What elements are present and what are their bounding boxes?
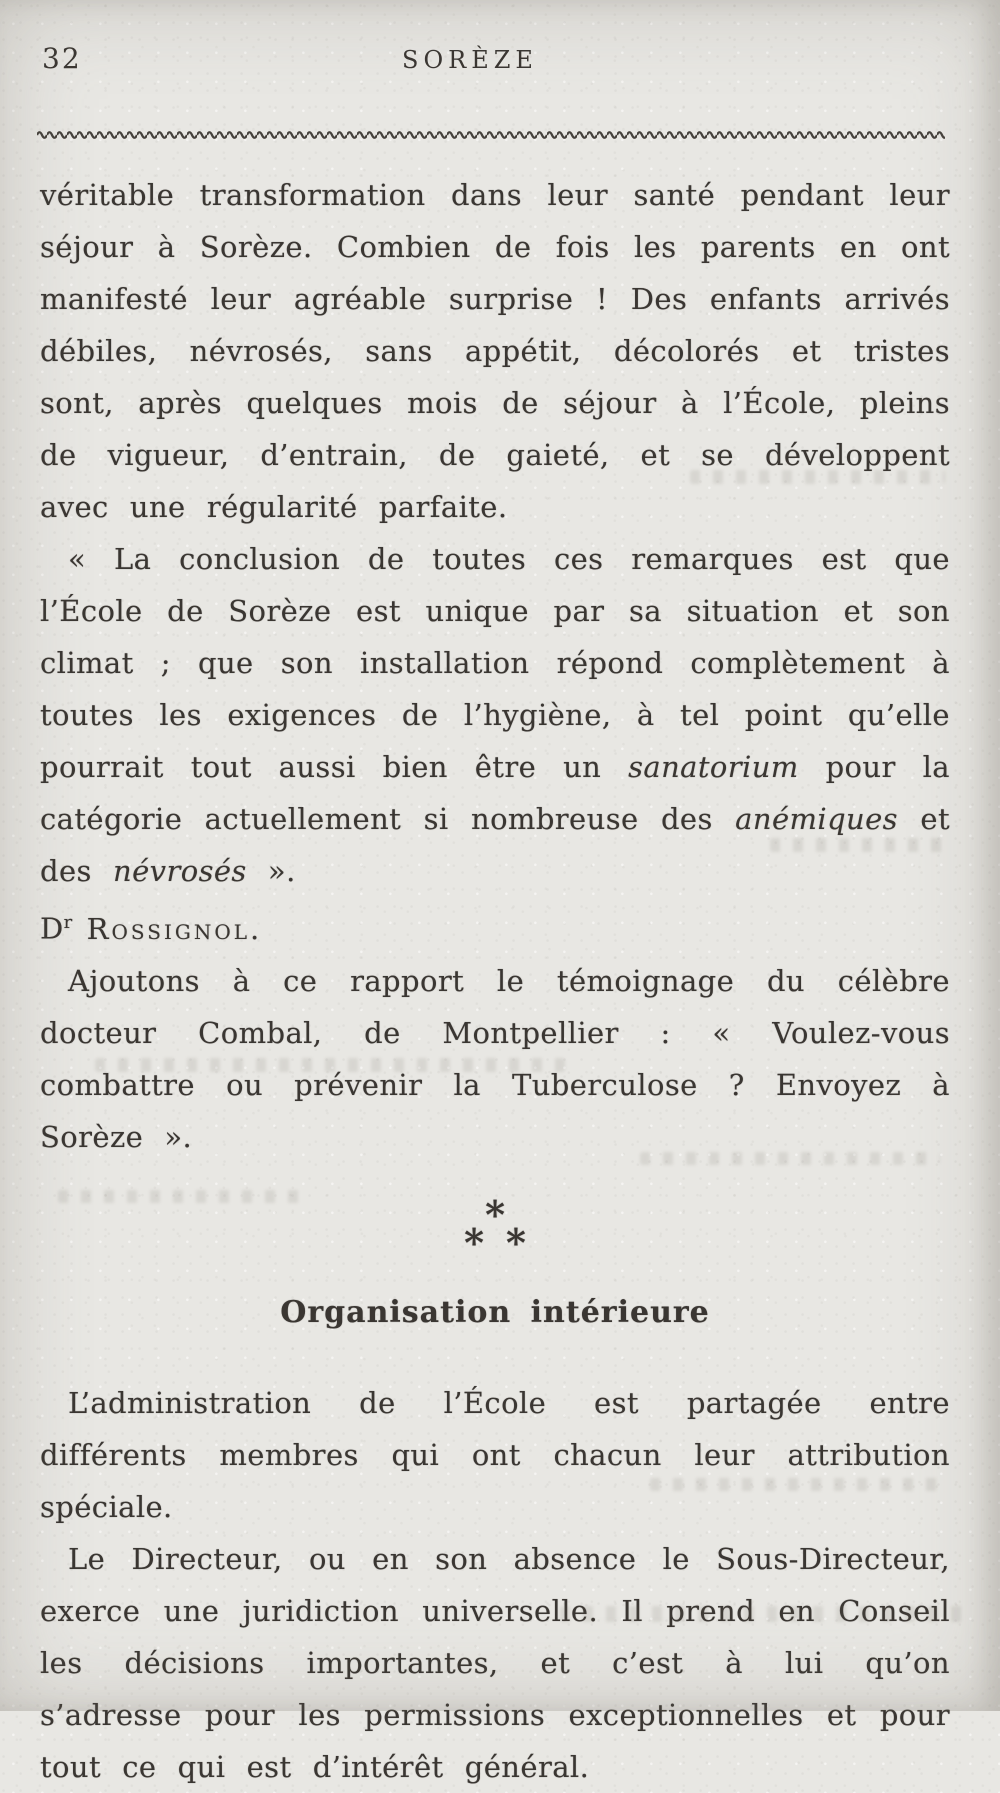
paragraph-combal: Ajoutons à ce rapport le témoignage du célèbre docteur Combal, de Montpellier : « Voulez-vous combattre ou prévenir la Tuberculose ? Envoyez à Sorèze ».	[40, 963, 950, 1154]
quote-text-3: et des	[40, 802, 950, 888]
quote-paragraph	[40, 533, 950, 897]
page-body	[0, 139, 1000, 1793]
decorative-wavy-rule	[37, 125, 945, 139]
doctor-name: Rossignol.	[86, 911, 263, 946]
italic-term-sanatorium: sanatorium	[628, 750, 799, 784]
italic-term-nevroses: névrosés	[113, 854, 247, 888]
italic-term-anemiques: anémiques	[735, 802, 898, 836]
quote-text-2: pour la catégorie actuellement si nombreuse des	[40, 750, 950, 836]
section-heading: Organisation intérieure	[280, 1294, 710, 1330]
asterisk-bottom-right: *	[506, 1219, 526, 1265]
quote-text-4: ».	[246, 854, 296, 888]
page-number: 32	[42, 42, 82, 75]
asterisk-bottom-left: *	[464, 1219, 484, 1265]
page-header	[0, 0, 1000, 125]
paragraph-directeur: Le Directeur, ou en son absence le Sous-Directeur, exerce une juridiction universelle. Il prend en Conseil les décisions importantes, et c’est à lui qu’on s’adresse pour les permissions exceptionnelles et pour tout ce qui est d’intérêt général.	[40, 1541, 950, 1784]
doctor-title-superscript: r	[63, 912, 73, 933]
asterism-divider	[464, 1191, 526, 1265]
signature-line	[40, 897, 950, 955]
wavy-rule-graphic	[37, 126, 945, 140]
paragraph-administration: L’administration de l’École est partagée entre différents membres qui ont chacun leur attribution spéciale.	[40, 1385, 950, 1524]
paragraph-continuation: véritable transformation dans leur santé pendant leur séjour à Sorèze. Combien de fois les parents en ont manifesté leur agréable surprise ! Des enfants arrivés débiles, névrosés, sans appétit, décolorés et tristes sont, après quelques mois de séjour à l’École, pleins de vigueur, d’entrain, de gaieté, et se développent avec une régularité parfaite.	[40, 178, 950, 524]
asterisk-top: *	[485, 1191, 505, 1237]
running-title: SORÈZE	[402, 46, 538, 74]
quote-text-1: « La conclusion de toutes ces remarques est que l’École de Sorèze est unique par sa situation et son climat ; que son installation répond complètement à toutes les exigences de l’hygiène, à tel point qu’elle pourrait tout aussi bien être un	[40, 542, 950, 784]
doctor-title: D	[40, 911, 64, 946]
asterisk-bottom-row	[464, 1219, 526, 1265]
